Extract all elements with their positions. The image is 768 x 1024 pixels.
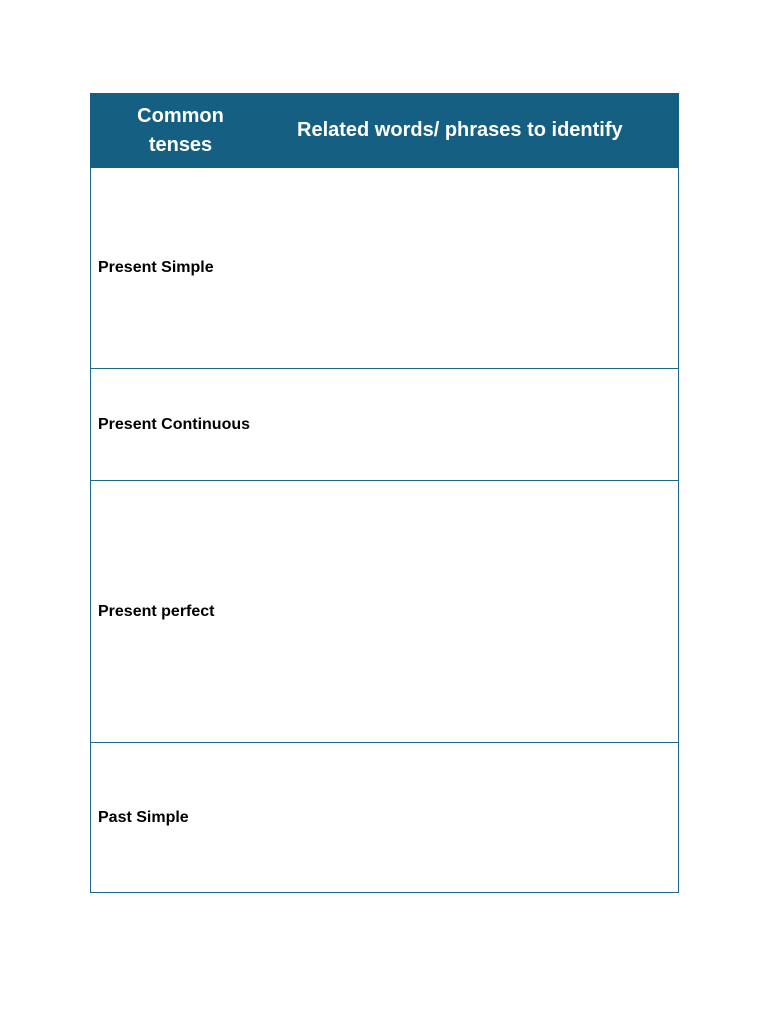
related-words-cell[interactable] bbox=[269, 369, 679, 481]
header-related-words: Related words/ phrases to identify bbox=[269, 94, 679, 168]
related-words-cell[interactable] bbox=[269, 481, 679, 743]
table-row bbox=[91, 743, 679, 893]
tense-cell: Present Simple bbox=[91, 168, 269, 369]
header-common-tenses: Common tenses bbox=[91, 94, 269, 168]
tense-cell: Present Continuous bbox=[91, 369, 269, 481]
tenses-table bbox=[90, 93, 679, 893]
table-header-row bbox=[91, 94, 679, 168]
table-row bbox=[91, 481, 679, 743]
table-row bbox=[91, 168, 679, 369]
tense-cell: Present perfect bbox=[91, 481, 269, 743]
related-words-cell[interactable] bbox=[269, 168, 679, 369]
tense-cell: Past Simple bbox=[91, 743, 269, 893]
related-words-cell[interactable] bbox=[269, 743, 679, 893]
table-row bbox=[91, 369, 679, 481]
